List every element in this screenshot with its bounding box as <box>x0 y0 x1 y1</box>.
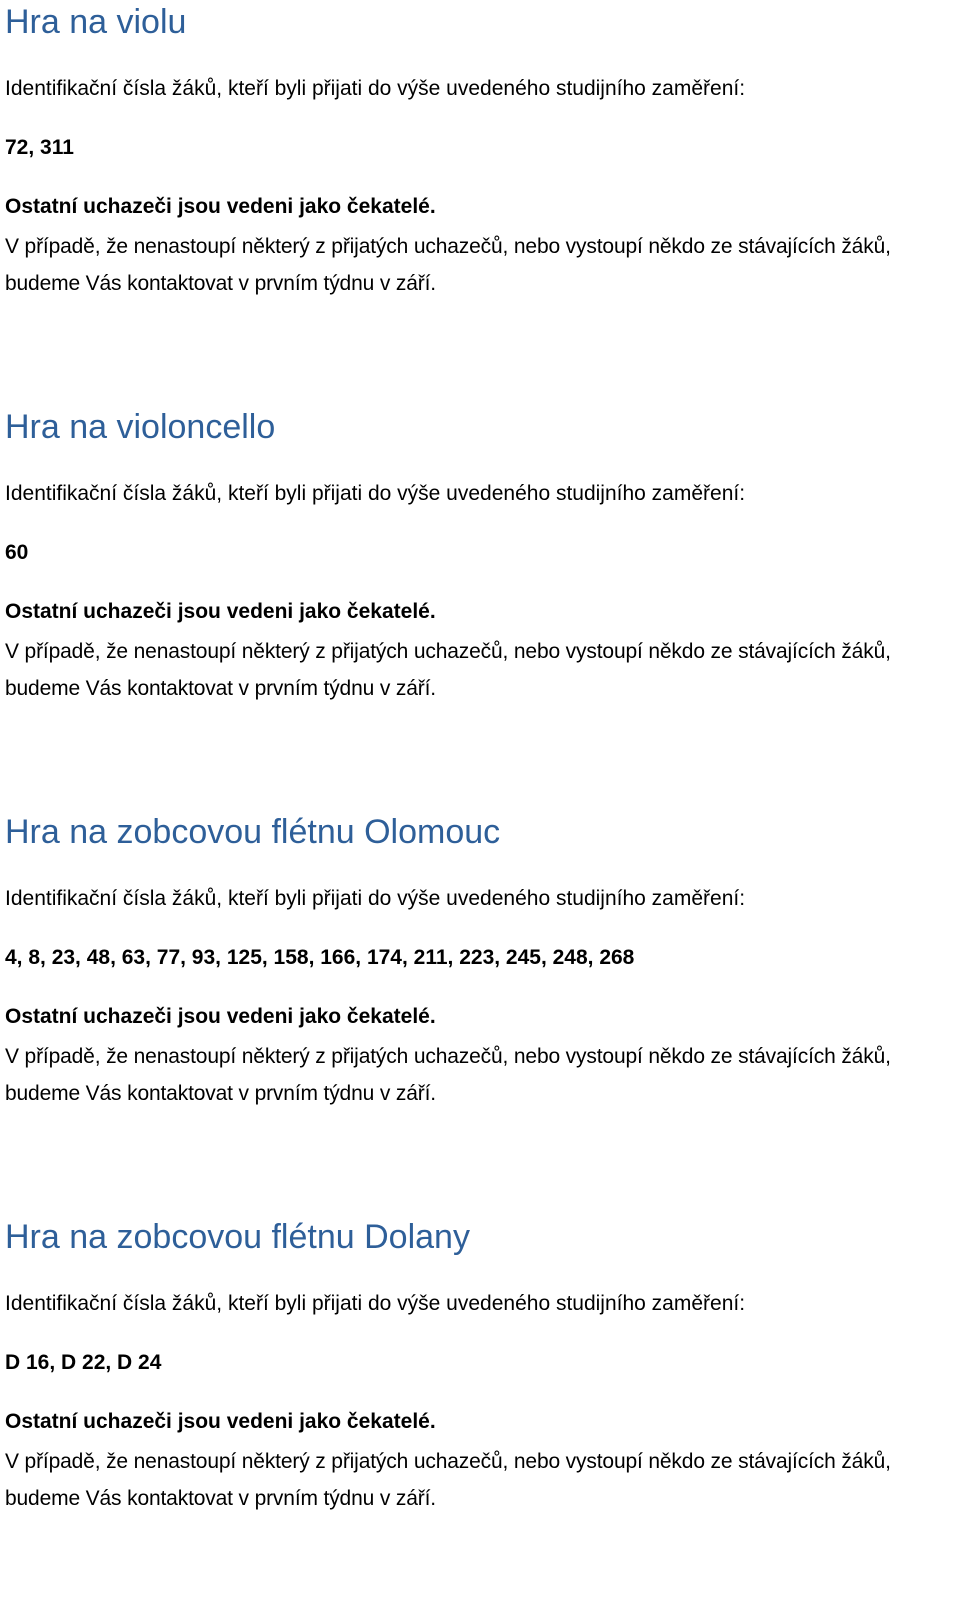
accepted-student-ids: 60 <box>5 541 29 564</box>
contact-note: V případě, že nenastoupí některý z přijatých uchazečů, nebo vystoupí někdo ze stávajících žáků, budeme Vás kontaktovat v prvním týdnu v září. <box>5 1045 891 1105</box>
accepted-student-ids: 4, 8, 23, 48, 63, 77, 93, 125, 158, 166, 174, 211, 223, 245, 248, 268 <box>5 946 635 969</box>
section-recorder-dolany <box>5 1215 960 1620</box>
section-heading: Hra na zobcovou flétnu Olomouc <box>5 813 501 851</box>
accepted-intro-text: Identifikační čísla žáků, kteří byli přijati do výše uvedeného studijního zaměření: <box>5 887 746 910</box>
section-recorder-olomouc <box>5 810 960 1215</box>
accepted-intro-text: Identifikační čísla žáků, kteří byli přijati do výše uvedeného studijního zaměření: <box>5 1292 746 1315</box>
waiting-list-notice: Ostatní uchazeči jsou vedeni jako čekatelé. <box>5 1410 436 1433</box>
section-heading: Hra na zobcovou flétnu Dolany <box>5 1218 470 1256</box>
contact-note: V případě, že nenastoupí některý z přijatých uchazečů, nebo vystoupí někdo ze stávajících žáků, budeme Vás kontaktovat v prvním týdnu v září. <box>5 1450 891 1510</box>
section-heading: Hra na violu <box>5 3 187 41</box>
section-heading: Hra na violoncello <box>5 408 276 446</box>
contact-note: V případě, že nenastoupí některý z přijatých uchazečů, nebo vystoupí někdo ze stávajících žáků, budeme Vás kontaktovat v prvním týdnu v září. <box>5 235 891 295</box>
section-viola <box>5 0 960 405</box>
waiting-list-notice: Ostatní uchazeči jsou vedeni jako čekatelé. <box>5 195 436 218</box>
accepted-intro-text: Identifikační čísla žáků, kteří byli přijati do výše uvedeného studijního zaměření: <box>5 77 746 100</box>
document-page <box>5 0 960 1620</box>
contact-note: V případě, že nenastoupí některý z přijatých uchazečů, nebo vystoupí někdo ze stávajících žáků, budeme Vás kontaktovat v prvním týdnu v září. <box>5 640 891 700</box>
waiting-list-notice: Ostatní uchazeči jsou vedeni jako čekatelé. <box>5 1005 436 1028</box>
section-violoncello <box>5 405 960 810</box>
accepted-intro-text: Identifikační čísla žáků, kteří byli přijati do výše uvedeného studijního zaměření: <box>5 482 746 505</box>
accepted-student-ids: 72, 311 <box>5 136 74 159</box>
accepted-student-ids: D 16, D 22, D 24 <box>5 1351 162 1374</box>
waiting-list-notice: Ostatní uchazeči jsou vedeni jako čekatelé. <box>5 600 436 623</box>
